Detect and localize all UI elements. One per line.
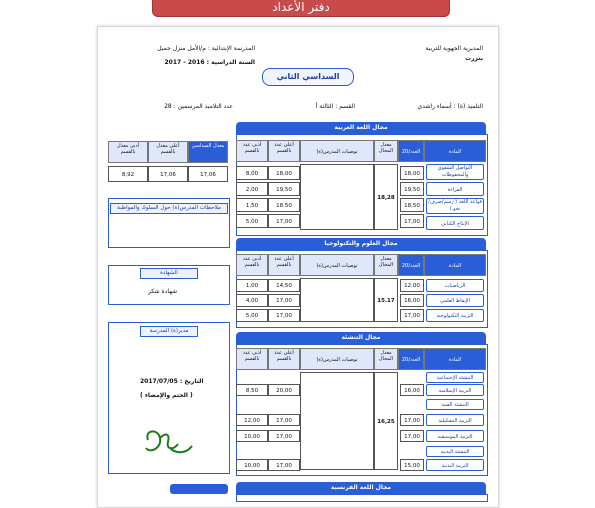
arabic-row3-grade: 18,50 (400, 198, 424, 212)
certificate-value: شهادة شكر (148, 288, 177, 295)
science-row2-low: 4,00 (236, 294, 268, 307)
science-row1-high: 14,50 (268, 279, 300, 292)
arabic-row4-high: 17,00 (268, 214, 300, 228)
science-row2-grade: 16,00 (400, 294, 424, 307)
science-high-header: أعلى عدد بالقسم (268, 254, 300, 276)
social-grade-header: العدد/20 (398, 348, 424, 370)
summary-low-header: أدنى معدل بالقسم (108, 141, 148, 163)
social-subject-header: المادة (424, 348, 486, 370)
top-title: دفتر الأعداد (272, 0, 330, 14)
social-row5-grade: 17,00 (400, 430, 424, 442)
director-date: التاريخ : 2017/07/05 (140, 378, 204, 385)
french-section-title: مجال اللغة الفرنسية (236, 482, 486, 494)
arabic-row2-grade: 19,50 (400, 182, 424, 196)
observations-label: ملاحظات المدرس(ة) حول السلوك والمواظبة (110, 203, 228, 214)
social-row2-subject: التربية الإسلامية (426, 384, 484, 396)
science-row1-low: 1,00 (236, 279, 268, 292)
social-high-header: أعلى عدد بالقسم (268, 348, 300, 370)
arabic-row2-high: 19,50 (268, 182, 300, 196)
arabic-section-title: مجال اللغة العربية (236, 122, 486, 134)
social-row5-subject: التربية الموسيقية (426, 430, 484, 442)
arabic-row4-subject: الإنتاج الكتابي (426, 216, 484, 230)
summary-low-value: 8,92 (108, 166, 148, 182)
science-row2-subject: الإيقاظ العلمي (426, 294, 484, 307)
french-section-body (236, 494, 488, 502)
arabic-row1-grade: 18,00 (400, 166, 424, 180)
social-row3-subject: التنشئة الفنية (426, 399, 484, 410)
social-row4-low: 12,00 (236, 414, 268, 426)
social-row7-low: 10,00 (236, 459, 268, 471)
social-row1-subject: التنشئة الإجتماعية (426, 372, 484, 383)
social-low-header: أدنى عدد بالقسم (236, 348, 268, 370)
signature-image (140, 420, 200, 460)
science-grade-header: العدد/20 (398, 254, 424, 276)
science-section-title: مجال العلوم والتكنولوجيا (236, 238, 486, 250)
social-row2-low: 8,50 (236, 384, 268, 396)
arabic-low-header: أدنى عدد بالقسم (236, 140, 268, 162)
arabic-row4-grade: 17,00 (400, 214, 424, 228)
arabic-subject-header: المادة (424, 140, 486, 162)
social-row4-high: 17,00 (268, 414, 300, 426)
social-row5-low: 10,00 (236, 430, 268, 442)
arabic-row1-low: 8,00 (236, 166, 268, 180)
arabic-row4-low: 5,00 (236, 214, 268, 228)
science-subject-header: المادة (424, 254, 486, 276)
arabic-row1-subject: التواصل الشفوي والمحفوظات (426, 164, 484, 180)
social-row2-high: 20,00 (268, 384, 300, 396)
arabic-notes-header: توصيات المدرس(ة) (300, 140, 374, 162)
top-title-bar (152, 0, 450, 17)
science-row1-grade: 12.00 (400, 279, 424, 292)
city-label: بنزرت (465, 55, 483, 62)
summary-high-header: أعلى معدل بالقسم (148, 141, 188, 163)
social-notes-header: توصيات المدرس(ة) (300, 348, 374, 370)
student-class: القسم : الثالثة أ (315, 103, 355, 110)
arabic-row2-subject: القراءة (426, 182, 484, 196)
social-row5-high: 17,00 (268, 430, 300, 442)
arabic-high-header: أعلى عدد بالقسم (268, 140, 300, 162)
science-low-header: أدنى عدد بالقسم (236, 254, 268, 276)
science-row1-subject: الرياضيات (426, 279, 484, 292)
school-year: السنة الدراسية : 2016 - 2017 (164, 59, 255, 66)
left-bottom-tab (170, 484, 228, 494)
science-row3-subject: التربية التكنولوجية (426, 309, 484, 322)
science-row2-high: 17,00 (268, 294, 300, 307)
term-badge: السداسي الثاني (262, 68, 354, 86)
arabic-avg-header: معدل المجال (374, 140, 398, 162)
social-avg-header: معدل المجال (374, 348, 398, 370)
director-title: مدير(ة) المدرسة (140, 326, 198, 337)
science-notes-cell (300, 278, 374, 322)
arabic-row3-low: 1,50 (236, 198, 268, 212)
science-avg-value: 15.17 (374, 278, 398, 322)
social-row2-grade: 16,00 (400, 384, 424, 396)
student-count: عدد التلاميذ المرسمين : 28 (164, 103, 233, 110)
directorate-label: المديرية الجهوية للتربية (425, 45, 483, 52)
arabic-row3-high: 18.50 (268, 198, 300, 212)
arabic-notes-cell (300, 164, 374, 230)
arabic-grade-header: العدد/20 (398, 140, 424, 162)
social-row7-grade: 15,00 (400, 459, 424, 471)
science-row3-low: 5,00 (236, 309, 268, 322)
social-row7-subject: التربية البدنية (426, 459, 484, 471)
director-stamp: ( الختم والإمضاء ) (140, 392, 193, 399)
certificate-title: الشهادة (140, 268, 198, 279)
social-row7-high: 17,00 (268, 459, 300, 471)
arabic-row1-high: 18,00 (268, 166, 300, 180)
science-row3-high: 17,00 (268, 309, 300, 322)
arabic-row3-subject: قواعد اللغة ( رسم/صرف/نحو ) (426, 198, 484, 214)
social-row6-subject: التنشئة البدنية (426, 446, 484, 457)
science-notes-header: توصيات المدرس(ة) (300, 254, 374, 276)
arabic-avg-value: 18,28 (374, 164, 398, 230)
social-notes-cell (300, 372, 374, 470)
science-row3-grade: 17,00 (400, 309, 424, 322)
student-name: التلميذ (ة) : أسماء راشدي (417, 103, 483, 110)
summary-high-value: 17,06 (148, 166, 188, 182)
science-avg-header: معدل المجال (374, 254, 398, 276)
social-avg-value: 16,25 (374, 372, 398, 470)
school-label: المدرسة الإبتدائية : م/الأمل منزل جميل (157, 45, 255, 52)
arabic-row2-low: 2,00 (236, 182, 268, 196)
social-section-title: مجال التنشئة (236, 332, 486, 344)
social-row4-grade: 17,00 (400, 414, 424, 426)
summary-avg-header: معدل السداسي (188, 141, 228, 163)
social-row4-subject: التربية التشكيلية (426, 414, 484, 426)
summary-avg-value: 17,06 (188, 166, 228, 182)
